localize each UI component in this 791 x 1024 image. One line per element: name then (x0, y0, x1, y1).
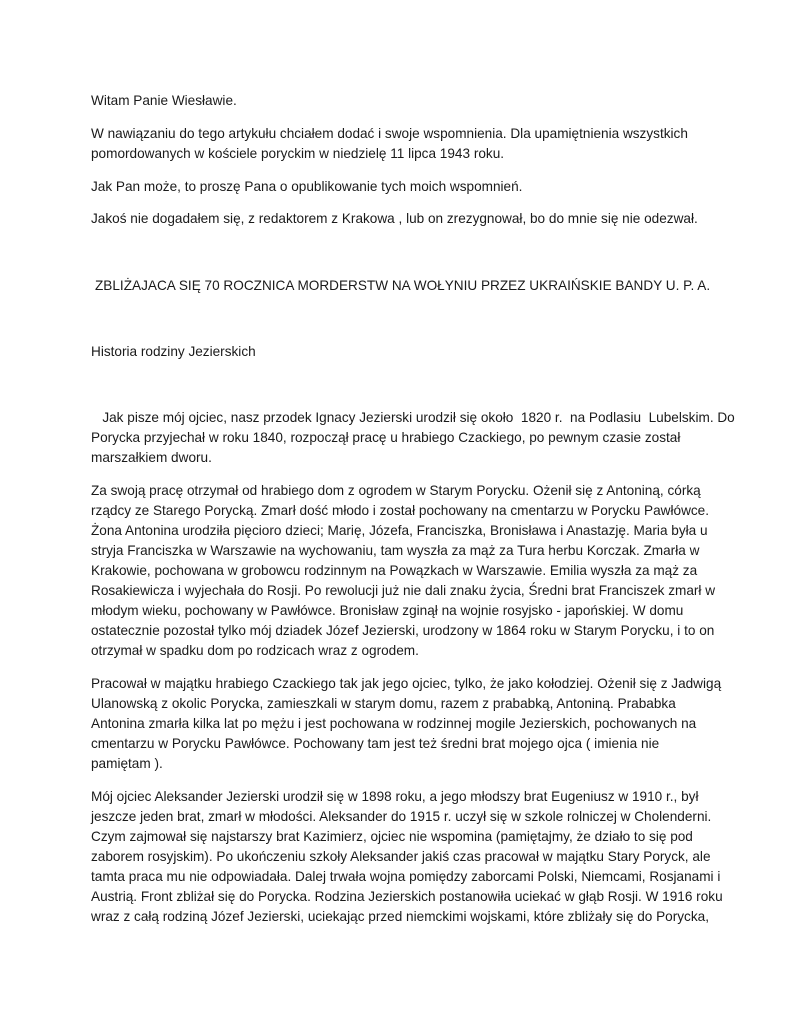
request-line: Jak Pan może, to proszę Pana o opublikowanie tych moich wspomnień. (91, 179, 523, 194)
para4-line: Czym zajmował się najstarszy brat Kazimierz, ojciec nie wspomina (pamiętajmy, że działo to się pod (91, 829, 693, 844)
heading: ZBLIŻAJACA SIĘ 70 ROCZNICA MORDERSTW NA WOŁYNIU PRZEZ UKRAIŃSKIE BANDY U. P. A. (95, 278, 711, 293)
intro-line: W nawiązaniu do tego artykułu chciałem dodać i swoje wspomnienia. Dla upamiętnienia wszystkich (91, 126, 688, 141)
para2-line: Za swoją pracę otrzymał od hrabiego dom z ogrodem w Starym Porycku. Ożenił się z Antoniną, córką (91, 483, 701, 498)
para2-line: stryja Franciszka w Warszawie na wychowaniu, tam wyszła za mąż za Tura herbu Korczak. Zmarła w (91, 543, 700, 558)
para4-line: Mój ojciec Aleksander Jezierski urodził się w 1898 roku, a jego młodszy brat Eugeniusz w 1910 r., był (91, 789, 699, 804)
para3-line: pamiętam ). (91, 756, 163, 771)
para2-line: rządcy ze Starego Porycką. Zmarł dość młodo i został pochowany na cmentarzu w Porycku Pawłówce. (91, 503, 710, 518)
para4-line: zaborem rosyjskim). Po ukończeniu szkoły Aleksander jakiś czas pracował w majątku Stary Poryck, ale (91, 849, 711, 864)
para2-line: otrzymał w spadku dom po rodzicach wraz z ogrodem. (91, 643, 419, 658)
para1-line: marszałkiem dworu. (91, 450, 212, 465)
para3-line: cmentarzu w Porycku Pawłówce. Pochowany tam jest też średni brat mojego ojca ( imienia nie (91, 736, 660, 751)
para1-line: Jak pisze mój ojciec, nasz przodek Ignacy Jezierski urodził się około 1820 r. na Podlasiu Lubelskim. Do (91, 410, 735, 425)
para2-line: ostatecznie pozostał tylko mój dziadek Józef Jezierski, urodzony w 1864 roku w Starym Porycku, i to on (91, 623, 715, 638)
para4-line: tamta praca mu nie odpowiadała. Dalej trwała wojna pomiędzy zaborcami Polski, Niemcami, Rosjanami i (91, 869, 721, 884)
para2-line: Krakowie, pochowana w grobowcu rodzinnym na Powązkach w Warszawie. Emilia wyszła za mąż za (91, 563, 698, 578)
para4-line: wraz z całą rodziną Józef Jezierski, uciekając przed niemckimi wojskami, które zbliżały się do Porycka, (91, 909, 709, 924)
para3-line: Pracował w majątku hrabiego Czackiego tak jak jego ojciec, tylko, że jako kołodziej. Ożenił się z Jadwigą (91, 676, 722, 691)
para2-line: młodym wieku, pochowany w Pawłówce. Bronisław zginął na wojnie rosyjsko - japońskiej. W domu (91, 603, 684, 618)
para4-line: jeszcze jeden brat, zmarł w młodości. Aleksander do 1915 r. uczył się w szkole rolniczej w Cholenderni. (91, 809, 712, 824)
subheading: Historia rodziny Jezierskich (91, 344, 256, 359)
intro-line: pomordowanych w kościele poryckim w niedzielę 11 lipca 1943 roku. (91, 146, 505, 161)
para2-line: Żona Antonina urodziła pięcioro dzieci; Marię, Józefa, Franciszka, Bronisława i Anastazję. Maria była u (91, 523, 708, 538)
note-line: Jakoś nie dogadałem się, z redaktorem z Krakowa , lub on zrezygnował, bo do mnie się nie odezwał. (91, 211, 698, 226)
para3-line: Ulanowską z okolic Porycka, zamieszkali w starym domu, razem z prababką, Antoniną. Prababka (91, 696, 676, 711)
para1-line: Porycka przyjechał w roku 1840, rozpoczął pracę u hrabiego Czackiego, po pewnym czasie został (91, 430, 681, 445)
greeting: Witam Panie Wiesławie. (91, 93, 237, 108)
para2-line: Rosakiewicza i wyjechała do Rosji. Po rewolucji już nie dali znaku życia, Średni brat Franciszek zmarł w (91, 583, 716, 598)
para4-line: Austrią. Front zbliżał się do Porycka. Rodzina Jezierskich postanowiła uciekać w głąb Rosji. W 1916 roku (91, 889, 723, 904)
para3-line: Antonina zmarła kilka lat po mężu i jest pochowana w rodzinnej mogile Jezierskich, pochowanych na (91, 716, 697, 731)
